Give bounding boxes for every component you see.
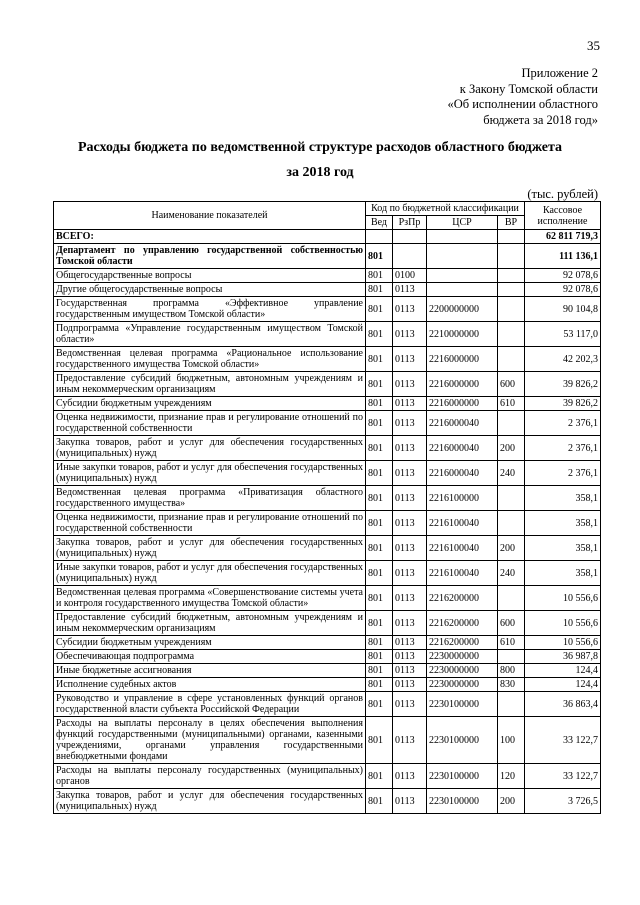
cell-csr: 2216200000: [427, 586, 498, 611]
cell-amount: 33 122,7: [525, 717, 601, 764]
table-row: [54, 586, 601, 611]
cell-name: Закупка товаров, работ и услуг для обеспечения государственных (муниципальных) нужд: [54, 536, 366, 561]
cell-vr: [498, 411, 525, 436]
cell-rzpr: 0113: [393, 322, 427, 347]
cell-ved: 801: [366, 397, 393, 411]
table-row: [54, 372, 601, 397]
cell-name: Оценка недвижимости, признание прав и регулирование отношений по государственной собственности: [54, 511, 366, 536]
cell-amount: 90 104,8: [525, 297, 601, 322]
cell-name: Подпрограмма «Управление государственным имуществом Томской области»: [54, 322, 366, 347]
cell-csr: 2230000000: [427, 678, 498, 692]
cell-ved: 801: [366, 411, 393, 436]
table-row: [54, 692, 601, 717]
cell-vr: 120: [498, 764, 525, 789]
budget-table: [53, 201, 601, 814]
cell-rzpr: 0113: [393, 411, 427, 436]
table-row: [54, 636, 601, 650]
cell-ved: 801: [366, 347, 393, 372]
cell-amount: 3 726,5: [525, 789, 601, 814]
document-subtitle: за 2018 год: [286, 165, 354, 180]
cell-ved: 801: [366, 678, 393, 692]
cell-ved: 801: [366, 322, 393, 347]
appendix-line: «Об исполнении областного: [447, 97, 598, 111]
table-row: [54, 650, 601, 664]
cell-ved: 801: [366, 789, 393, 814]
table-row: [54, 269, 601, 283]
cell-amount: 62 811 719,3: [525, 230, 601, 244]
header-name: Наименование показателей: [54, 202, 366, 230]
table-row: [54, 536, 601, 561]
cell-csr: [427, 244, 498, 269]
cell-rzpr: 0113: [393, 636, 427, 650]
cell-csr: 2216000000: [427, 347, 498, 372]
cell-ved: 801: [366, 269, 393, 283]
table-row: [54, 486, 601, 511]
cell-csr: 2230000000: [427, 650, 498, 664]
cell-vr: [498, 322, 525, 347]
cell-vr: 200: [498, 789, 525, 814]
cell-ved: 801: [366, 461, 393, 486]
cell-csr: 2230000000: [427, 664, 498, 678]
cell-vr: 610: [498, 636, 525, 650]
cell-vr: [498, 650, 525, 664]
cell-name: Руководство и управление в сфере установленных функций органов государственной власти субъекта Российской Федерации: [54, 692, 366, 717]
cell-csr: 2216100040: [427, 511, 498, 536]
cell-ved: 801: [366, 536, 393, 561]
table-row: [54, 764, 601, 789]
cell-rzpr: 0113: [393, 486, 427, 511]
table-row: [54, 461, 601, 486]
cell-name: Иные закупки товаров, работ и услуг для обеспечения государственных (муниципальных) нужд: [54, 461, 366, 486]
cell-rzpr: 0113: [393, 611, 427, 636]
table-row: [54, 436, 601, 461]
cell-name: ВСЕГО:: [54, 230, 366, 244]
cell-amount: 33 122,7: [525, 764, 601, 789]
cell-amount: 358,1: [525, 536, 601, 561]
cell-rzpr: 0113: [393, 283, 427, 297]
cell-vr: 100: [498, 717, 525, 764]
cell-csr: 2216000040: [427, 436, 498, 461]
cell-ved: 801: [366, 650, 393, 664]
cell-ved: 801: [366, 664, 393, 678]
header-code-group: Код по бюджетной классификации: [366, 202, 525, 216]
table-row: [54, 397, 601, 411]
cell-amount: 10 556,6: [525, 636, 601, 650]
cell-vr: [498, 692, 525, 717]
cell-csr: 2200000000: [427, 297, 498, 322]
cell-amount: 111 136,1: [525, 244, 601, 269]
header-vr: ВР: [498, 216, 525, 230]
appendix-line: бюджета за 2018 год»: [483, 112, 598, 127]
cell-ved: 801: [366, 511, 393, 536]
cell-vr: [498, 486, 525, 511]
table-row: [54, 347, 601, 372]
cell-name: Государственная программа «Эффективное управление государственным имуществом Томской области»: [54, 297, 366, 322]
table-row: [54, 678, 601, 692]
cell-name: Иные бюджетные ассигнования: [54, 664, 366, 678]
cell-rzpr: 0113: [393, 536, 427, 561]
cell-rzpr: 0113: [393, 586, 427, 611]
header-csr: ЦСР: [427, 216, 498, 230]
cell-amount: 358,1: [525, 561, 601, 586]
cell-vr: [498, 230, 525, 244]
cell-csr: 2216200000: [427, 636, 498, 650]
cell-amount: 36 987,8: [525, 650, 601, 664]
table-row: [54, 664, 601, 678]
table-row: [54, 511, 601, 536]
table-row: [54, 244, 601, 269]
cell-rzpr: 0113: [393, 347, 427, 372]
cell-csr: 2216100040: [427, 536, 498, 561]
cell-ved: 801: [366, 764, 393, 789]
cell-csr: 2230100000: [427, 717, 498, 764]
cell-ved: 801: [366, 636, 393, 650]
cell-amount: 39 826,2: [525, 397, 601, 411]
cell-name: Исполнение судебных актов: [54, 678, 366, 692]
cell-rzpr: [393, 244, 427, 269]
header-amount: Кассовое исполнение: [525, 202, 601, 230]
cell-name: Предоставление субсидий бюджетным, автономным учреждениям и иным некоммерческим организациям: [54, 372, 366, 397]
cell-vr: [498, 269, 525, 283]
cell-name: Субсидии бюджетным учреждениям: [54, 636, 366, 650]
cell-csr: 2216000000: [427, 372, 498, 397]
cell-csr: 2216100000: [427, 486, 498, 511]
cell-name: Оценка недвижимости, признание прав и регулирование отношений по государственной собственности: [54, 411, 366, 436]
cell-csr: 2210000000: [427, 322, 498, 347]
cell-vr: 240: [498, 461, 525, 486]
cell-csr: 2216000040: [427, 461, 498, 486]
cell-csr: [427, 283, 498, 297]
document-title: Расходы бюджета по ведомственной структуре расходов областного бюджета: [77, 140, 563, 155]
table-row: [54, 411, 601, 436]
cell-vr: 200: [498, 536, 525, 561]
cell-amount: 53 117,0: [525, 322, 601, 347]
cell-name: Ведомственная целевая программа «Совершенствование системы учета и контроля государственного имущества Томской области»: [54, 586, 366, 611]
cell-ved: 801: [366, 717, 393, 764]
cell-vr: [498, 347, 525, 372]
cell-ved: 801: [366, 486, 393, 511]
cell-vr: [498, 586, 525, 611]
cell-amount: 124,4: [525, 678, 601, 692]
table-row: [54, 322, 601, 347]
cell-rzpr: 0113: [393, 678, 427, 692]
cell-amount: 10 556,6: [525, 586, 601, 611]
cell-vr: [498, 244, 525, 269]
cell-rzpr: 0113: [393, 789, 427, 814]
cell-amount: 92 078,6: [525, 283, 601, 297]
cell-ved: 801: [366, 283, 393, 297]
appendix-reference: [447, 66, 598, 128]
cell-rzpr: 0113: [393, 372, 427, 397]
cell-csr: [427, 269, 498, 283]
cell-name: Обеспечивающая подпрограмма: [54, 650, 366, 664]
cell-ved: 801: [366, 244, 393, 269]
cell-amount: 42 202,3: [525, 347, 601, 372]
cell-amount: 39 826,2: [525, 372, 601, 397]
cell-rzpr: 0113: [393, 664, 427, 678]
cell-vr: 830: [498, 678, 525, 692]
cell-csr: 2230100000: [427, 692, 498, 717]
cell-rzpr: [393, 230, 427, 244]
cell-rzpr: 0113: [393, 692, 427, 717]
table-row: [54, 789, 601, 814]
cell-vr: 240: [498, 561, 525, 586]
cell-amount: 2 376,1: [525, 461, 601, 486]
cell-vr: 600: [498, 372, 525, 397]
cell-csr: 2230100000: [427, 764, 498, 789]
cell-vr: [498, 511, 525, 536]
cell-name: Ведомственная целевая программа «Приватизация областного государственного имущества»: [54, 486, 366, 511]
cell-rzpr: 0113: [393, 717, 427, 764]
cell-csr: 2230100000: [427, 789, 498, 814]
cell-amount: 92 078,6: [525, 269, 601, 283]
cell-name: Другие общегосударственные вопросы: [54, 283, 366, 297]
cell-rzpr: 0113: [393, 436, 427, 461]
cell-amount: 358,1: [525, 486, 601, 511]
cell-amount: 10 556,6: [525, 611, 601, 636]
cell-amount: 124,4: [525, 664, 601, 678]
cell-name: Предоставление субсидий бюджетным, автономным учреждениям и иным некоммерческим организациям: [54, 611, 366, 636]
cell-csr: 2216200000: [427, 611, 498, 636]
page-number: 35: [587, 38, 600, 53]
cell-name: Закупка товаров, работ и услуг для обеспечения государственных (муниципальных) нужд: [54, 436, 366, 461]
cell-vr: 800: [498, 664, 525, 678]
cell-amount: 2 376,1: [525, 411, 601, 436]
cell-amount: 36 863,4: [525, 692, 601, 717]
cell-name: Расходы на выплаты персоналу государственных (муниципальных) органов: [54, 764, 366, 789]
cell-name: Иные закупки товаров, работ и услуг для обеспечения государственных (муниципальных) нужд: [54, 561, 366, 586]
cell-name: Ведомственная целевая программа «Рациональное использование государственного имущества Томской области»: [54, 347, 366, 372]
cell-name: Закупка товаров, работ и услуг для обеспечения государственных (муниципальных) нужд: [54, 789, 366, 814]
cell-ved: 801: [366, 611, 393, 636]
cell-rzpr: 0113: [393, 511, 427, 536]
cell-ved: 801: [366, 436, 393, 461]
table-body: [54, 230, 601, 814]
table-row: [54, 611, 601, 636]
table-row: [54, 561, 601, 586]
cell-vr: 200: [498, 436, 525, 461]
cell-rzpr: 0113: [393, 397, 427, 411]
cell-name: Департамент по управлению государственной собственностью Томской области: [54, 244, 366, 269]
cell-vr: 600: [498, 611, 525, 636]
table-row: [54, 230, 601, 244]
appendix-line: к Закону Томской области: [459, 81, 598, 96]
cell-name: Общегосударственные вопросы: [54, 269, 366, 283]
cell-rzpr: 0113: [393, 650, 427, 664]
table-row: [54, 297, 601, 322]
cell-csr: 2216100040: [427, 561, 498, 586]
cell-vr: [498, 297, 525, 322]
cell-csr: [427, 230, 498, 244]
cell-amount: 2 376,1: [525, 436, 601, 461]
units-label: (тыс. рублей): [527, 187, 598, 201]
cell-csr: 2216000000: [427, 397, 498, 411]
header-ved: Вед: [366, 216, 393, 230]
table-row: [54, 717, 601, 764]
appendix-line: Приложение 2: [521, 66, 598, 80]
table-row: [54, 283, 601, 297]
cell-ved: 801: [366, 297, 393, 322]
cell-rzpr: 0113: [393, 297, 427, 322]
cell-rzpr: 0113: [393, 764, 427, 789]
cell-csr: 2216000040: [427, 411, 498, 436]
cell-ved: 801: [366, 561, 393, 586]
cell-ved: 801: [366, 586, 393, 611]
cell-rzpr: 0113: [393, 461, 427, 486]
header-rzpr: РзПр: [393, 216, 427, 230]
cell-ved: 801: [366, 692, 393, 717]
cell-rzpr: 0113: [393, 561, 427, 586]
cell-amount: 358,1: [525, 511, 601, 536]
cell-rzpr: 0100: [393, 269, 427, 283]
cell-name: Расходы на выплаты персоналу в целях обеспечения выполнения функций государственными (муниципальными) органами, казенными учреждениями, органами управления государственными внебюджетными фондами: [54, 717, 366, 764]
cell-ved: [366, 230, 393, 244]
cell-name: Субсидии бюджетным учреждениям: [54, 397, 366, 411]
cell-vr: [498, 283, 525, 297]
cell-vr: 610: [498, 397, 525, 411]
cell-ved: 801: [366, 372, 393, 397]
